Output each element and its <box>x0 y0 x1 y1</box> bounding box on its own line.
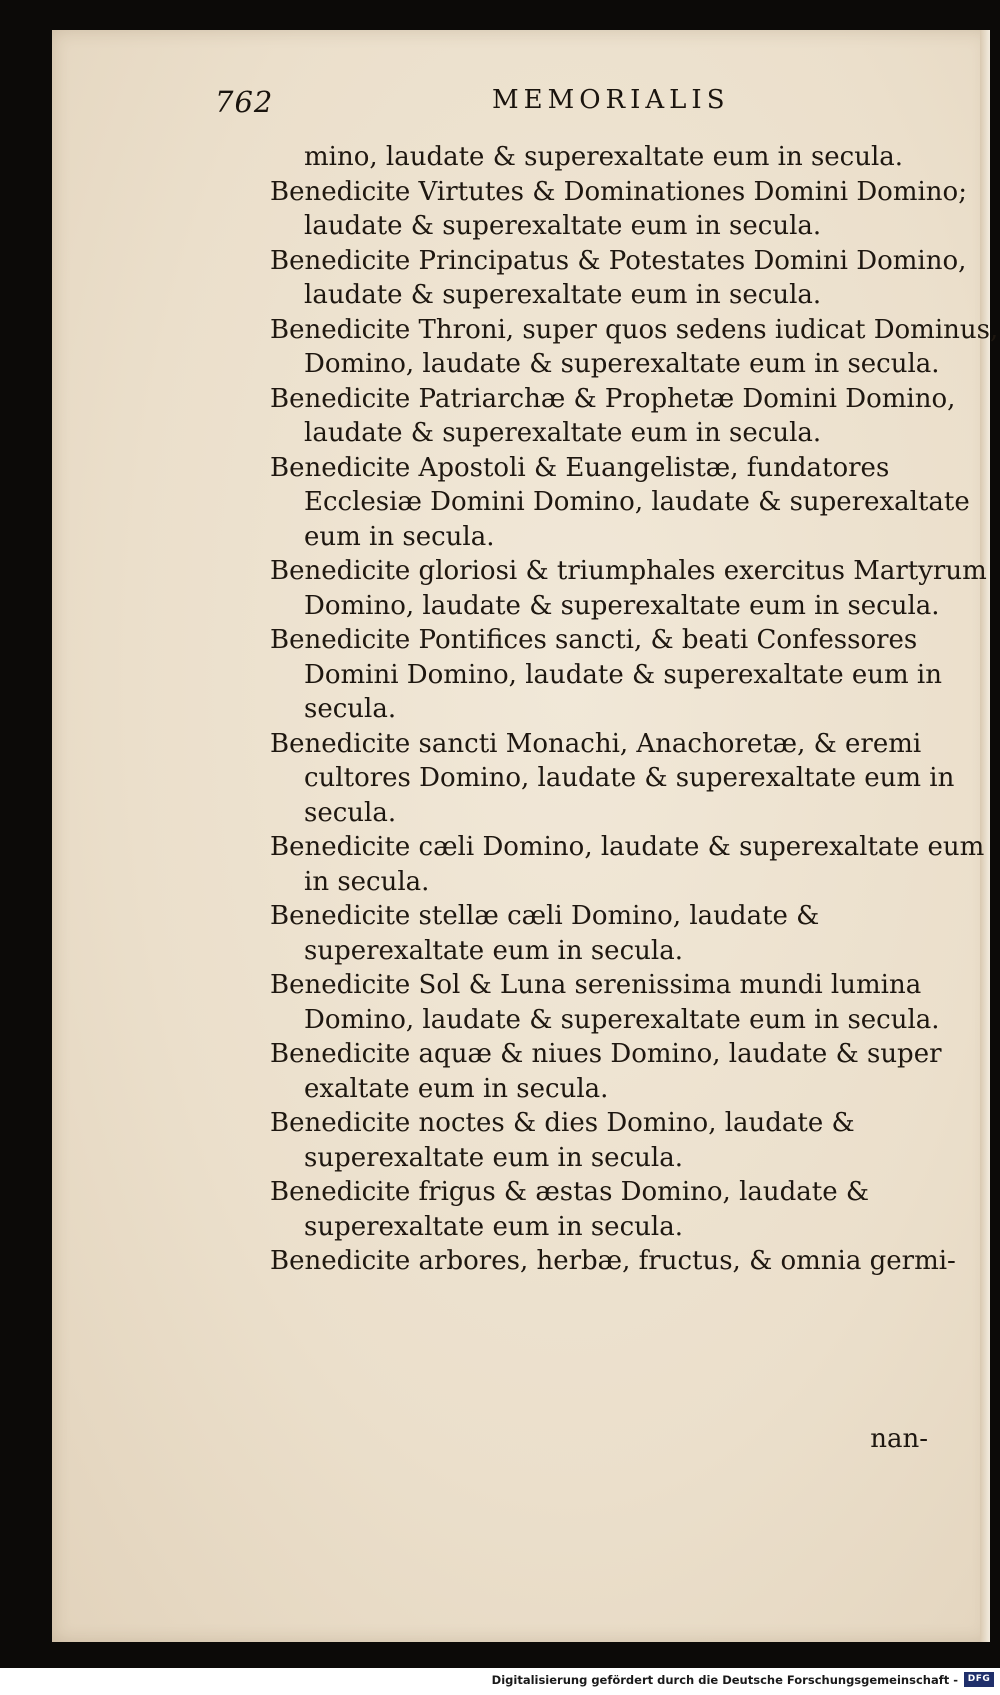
paragraph: Benedicite aquæ & niues Domino, laudate & super exaltate eum in secula. <box>270 1039 942 1104</box>
paragraph: Benedicite Principatus & Potestates Domini Domino, laudate & superexaltate eum in secula. <box>270 245 967 310</box>
running-head: MEMORIALIS <box>492 85 730 115</box>
paragraph: Benedicite Pontifices sancti, & beati Confessores Domini Domino, laudate & superexaltate eum in secula. <box>270 625 942 724</box>
paragraph: Benedicite Patriarchæ & Prophetæ Domini Domino, laudate & superexaltate eum in secula. <box>270 383 956 448</box>
paragraph: Benedicite frigus & æstas Domino, laudate & superexaltate eum in secula. <box>270 1177 870 1242</box>
paragraph: Benedicite arbores, herbæ, fructus, & omnia germi- <box>270 1246 956 1276</box>
catchword: nan- <box>870 1424 928 1454</box>
paragraph: Benedicite Sol & Luna serenissima mundi lumina Domino, laudate & superexaltate eum in secula. <box>270 970 940 1035</box>
paragraph: Benedicite Apostoli & Euangelistæ, fundatores Ecclesiæ Domini Domino, laudate & superexaltate eum in secula. <box>270 452 970 552</box>
digitization-credit: Digitalisierung gefördert durch die Deutsche Forschungsgemeinschaft - <box>491 1673 958 1687</box>
page-number: 762 <box>215 85 274 119</box>
paragraph: Benedicite noctes & dies Domino, laudate & superexaltate eum in secula. <box>270 1108 855 1173</box>
paragraph: Benedicite sancti Monachi, Anachoretæ, & eremi cultores Domino, laudate & superexaltate eum in secula. <box>270 728 955 828</box>
paragraph: Benedicite cæli Domino, laudate & superexaltate eum in secula. <box>270 832 985 897</box>
page-header <box>52 85 990 133</box>
dfg-logo: DFG <box>964 1672 994 1687</box>
paragraph: Benedicite Throni, super quos sedens iudicat Dominus, Domino, laudate & superexaltate eum in secula. <box>270 314 999 379</box>
paragraph: Benedicite gloriosi & triumphales exercitus Martyrum Domino, laudate & superexaltate eum in secula. <box>270 556 987 621</box>
footer-bar <box>0 1668 1000 1695</box>
text-block <box>270 140 1000 1279</box>
paragraph-continuation: mino, laudate & superexaltate eum in secula. <box>304 142 904 172</box>
paragraph: Benedicite stellæ cæli Domino, laudate & superexaltate eum in secula. <box>270 901 820 966</box>
book-page <box>52 30 999 1642</box>
paragraph: Benedicite Virtutes & Dominationes Domini Domino; laudate & superexaltate eum in secula. <box>270 176 967 241</box>
